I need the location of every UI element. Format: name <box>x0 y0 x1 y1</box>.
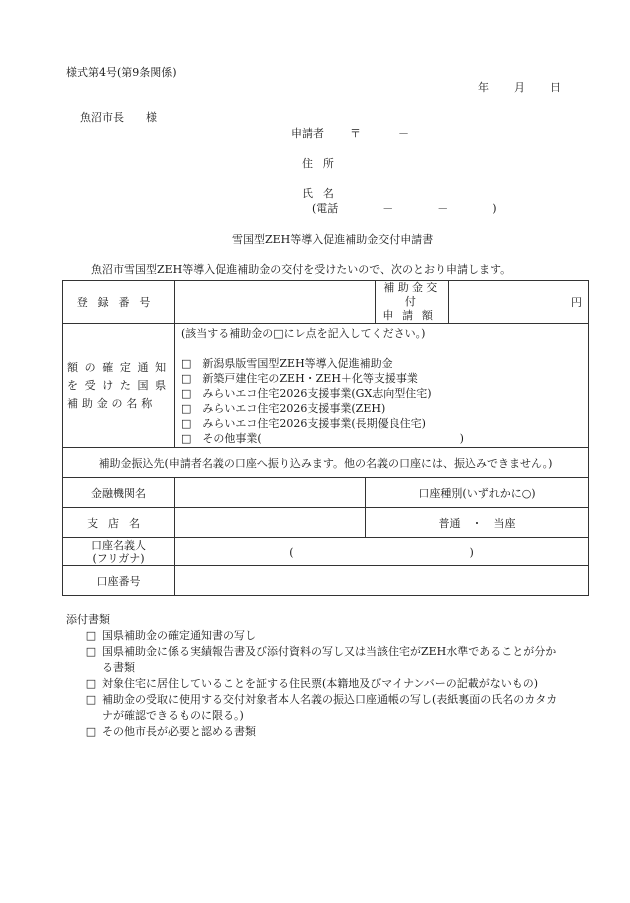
branch-field[interactable] <box>175 508 366 538</box>
registration-field[interactable] <box>175 281 376 324</box>
postal-dash: － <box>398 127 409 140</box>
account-type-label: 口座種別(いずれかに○) <box>366 478 589 508</box>
branch-label: 支店名 <box>63 508 175 538</box>
subsidy-label: 額の確定通知を受けた国県補助金の名称 <box>63 324 175 448</box>
holder-label: 口座名義人 (フリガナ) <box>63 538 175 566</box>
name-label: 氏名 <box>302 187 344 200</box>
subsidy-instruction: (該当する補助金の□にレ点を記入してください。) <box>181 327 426 340</box>
applicant-label: 申請者 <box>291 127 324 140</box>
document-title: 雪国型ZEH等導入促進補助金交付申請書 <box>232 233 434 246</box>
yen-unit: 円 <box>571 296 583 309</box>
attachment-item: □ その他市長が必要と認める書類 <box>66 724 566 740</box>
bank-field[interactable] <box>175 478 366 508</box>
checkbox-icon[interactable]: □ <box>85 629 97 642</box>
bank-label: 金融機関名 <box>63 478 175 508</box>
postal-mark: 〒 <box>350 127 361 140</box>
attachments-section <box>66 612 566 740</box>
phone-line: (電話 － － ) <box>312 202 497 215</box>
amount-label: 補助金交付 申請額 <box>376 281 449 324</box>
account-type-options[interactable]: 普通 ・ 当座 <box>366 508 589 538</box>
date-day: 日 <box>550 81 561 94</box>
checkbox-icon[interactable]: □ <box>85 677 97 690</box>
attachment-item: □ 国県補助金の確定通知書の写し <box>66 628 566 644</box>
account-number-label: 口座番号 <box>63 566 175 596</box>
date-month: 月 <box>514 81 525 94</box>
transfer-note: 補助金振込先(申請者名義の口座へ振り込みます。他の名義の口座には、振込みできません。) <box>63 448 589 478</box>
account-number-row <box>63 566 589 596</box>
registration-row <box>63 281 589 324</box>
attachment-item: □ 対象住宅に居住していることを証する住民票(本籍地及びマイナンバーの記載がないもの) <box>66 676 566 692</box>
bank-row <box>63 478 589 508</box>
transfer-note-row <box>63 448 589 478</box>
subsidy-row <box>63 324 589 448</box>
address-label: 住所 <box>302 157 344 170</box>
form-number: 様式第4号(第9条関係) <box>66 66 177 79</box>
holder-field[interactable]: ( ) <box>175 538 589 566</box>
subsidy-option-3[interactable]: □ みらいエコ住宅2026支援事業(GX志向型住宅) <box>181 387 432 400</box>
attachments-heading: 添付書類 <box>66 613 110 626</box>
checkbox-icon[interactable]: □ <box>85 693 97 706</box>
subsidy-option-5[interactable]: □ みらいエコ住宅2026支援事業(長期優良住宅) <box>181 417 426 430</box>
registration-label: 登録番号 <box>63 281 175 324</box>
checkbox-icon[interactable]: □ <box>85 725 97 738</box>
branch-row <box>63 508 589 538</box>
subsidy-option-2[interactable]: □ 新築戸建住宅のZEH・ZEH＋化等支援事業 <box>181 372 418 385</box>
attachment-item: □ 国県補助金に係る実績報告書及び添付資料の写し又は当該住宅がZEH水準であることが分かる書類 <box>66 644 566 676</box>
subsidy-option-1[interactable]: □ 新潟県版雪国型ZEH等導入促進補助金 <box>181 357 393 370</box>
subsidy-option-other[interactable]: □ その他事業( ) <box>181 432 464 445</box>
attachment-item: □ 補助金の受取に使用する交付対象者本人名義の振込口座通帳の写し(表紙裏面の氏名のカタカナが確認できるものに限る。) <box>66 692 566 724</box>
account-number-field[interactable] <box>175 566 589 596</box>
holder-row <box>63 538 589 566</box>
amount-field[interactable] <box>449 281 589 324</box>
application-table <box>62 280 589 596</box>
addressee: 魚沼市長 様 <box>80 111 157 124</box>
date-year: 年 <box>478 81 489 94</box>
checkbox-icon[interactable]: □ <box>85 645 97 658</box>
intro-text: 魚沼市雪国型ZEH等導入促進補助金の交付を受けたいので、次のとおり申請します。 <box>91 263 512 276</box>
subsidy-option-4[interactable]: □ みらいエコ住宅2026支援事業(ZEH) <box>181 402 386 415</box>
subsidy-options <box>175 324 589 448</box>
